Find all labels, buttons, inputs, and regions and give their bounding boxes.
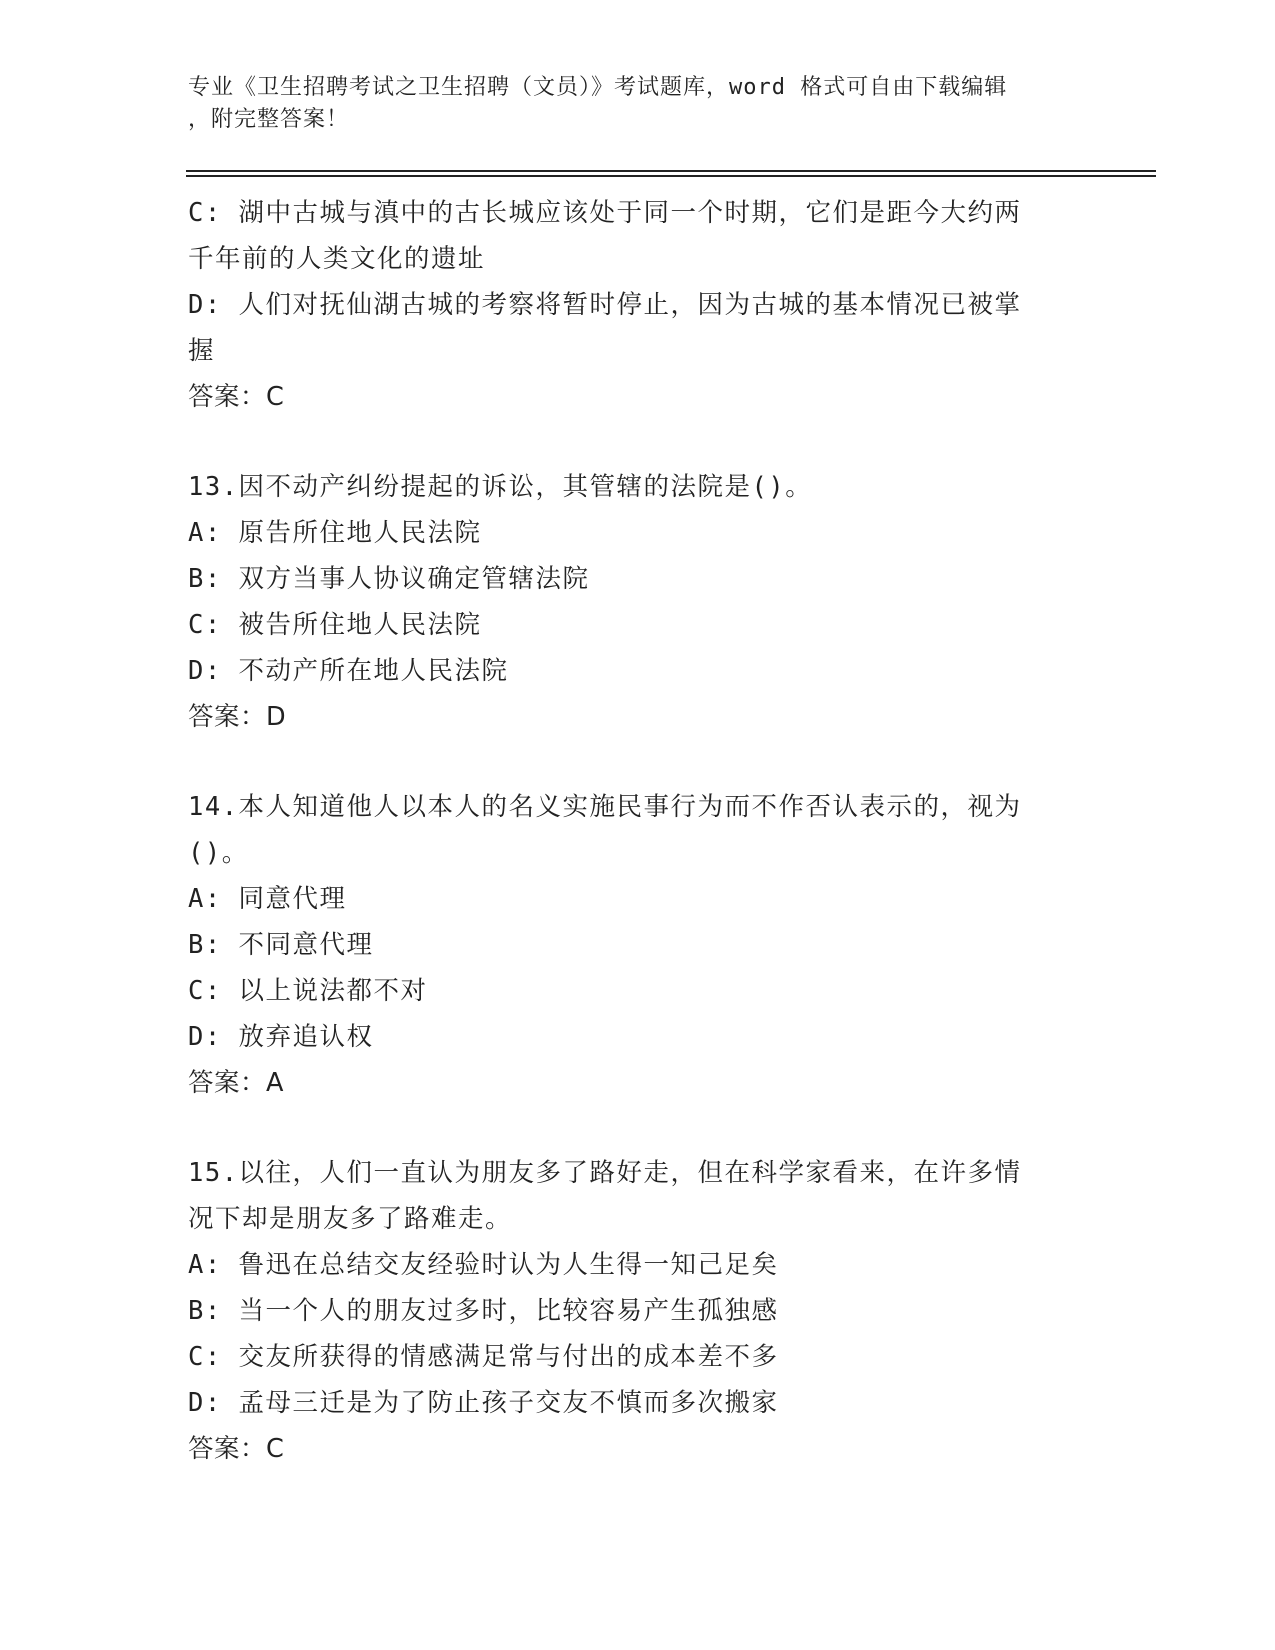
option-c-line-2: 千年前的人类文化的遗址 bbox=[188, 244, 486, 274]
option-c: C: 被告所住地人民法院 bbox=[188, 610, 482, 640]
option-c: C: 以上说法都不对 bbox=[188, 976, 428, 1006]
question-text-line-1: 14.本人知道他人以本人的名义实施民事行为而不作否认表示的，视为 bbox=[188, 792, 1022, 822]
spacer bbox=[188, 420, 1088, 464]
option-a: A: 原告所住地人民法院 bbox=[188, 518, 482, 548]
question-list bbox=[188, 190, 1088, 1472]
option-d: D: 孟母三迁是为了防止孩子交友不慎而多次搬家 bbox=[188, 1388, 779, 1418]
answer: 答案：A bbox=[188, 1068, 284, 1098]
answer: 答案：C bbox=[188, 382, 285, 412]
option-c-line-1: C: 湖中古城与滇中的古长城应该处于同一个时期，它们是距今大约两 bbox=[188, 198, 1022, 228]
option-c: C: 交友所获得的情感满足常与付出的成本差不多 bbox=[188, 1342, 779, 1372]
question-14 bbox=[188, 784, 1088, 1106]
question-text-line-1: 15.以往，人们一直认为朋友多了路好走，但在科学家看来，在许多情 bbox=[188, 1158, 1022, 1188]
header-line-1: 专业《卫生招聘考试之卫生招聘（文员）》考试题库，word 格式可自由下载编辑 bbox=[188, 75, 1008, 100]
answer: 答案：C bbox=[188, 1434, 285, 1464]
question-15 bbox=[188, 1150, 1088, 1472]
option-a: A: 鲁迅在总结交友经验时认为人生得一知己足矣 bbox=[188, 1250, 779, 1280]
question-text: 13.因不动产纠纷提起的诉讼，其管辖的法院是()。 bbox=[188, 472, 813, 502]
question-12-tail bbox=[188, 190, 1088, 420]
option-d-line-1: D: 人们对抚仙湖古城的考察将暂时停止，因为古城的基本情况已被掌 bbox=[188, 290, 1022, 320]
header-divider-top bbox=[186, 170, 1156, 172]
option-d: D: 不动产所在地人民法院 bbox=[188, 656, 509, 686]
document-header bbox=[188, 72, 1068, 136]
option-b: B: 不同意代理 bbox=[188, 930, 374, 960]
option-d-line-2: 握 bbox=[188, 336, 216, 366]
header-divider-bottom bbox=[186, 175, 1156, 177]
option-a: A: 同意代理 bbox=[188, 884, 347, 914]
option-b: B: 双方当事人协议确定管辖法院 bbox=[188, 564, 590, 594]
spacer bbox=[188, 1106, 1088, 1150]
question-13 bbox=[188, 464, 1088, 740]
option-d: D: 放弃追认权 bbox=[188, 1022, 374, 1052]
question-text-line-2: 况下却是朋友多了路难走。 bbox=[188, 1204, 513, 1234]
spacer bbox=[188, 740, 1088, 784]
question-text-line-2: ()。 bbox=[188, 838, 249, 868]
answer: 答案：D bbox=[188, 702, 287, 732]
option-b: B: 当一个人的朋友过多时，比较容易产生孤独感 bbox=[188, 1296, 779, 1326]
header-line-2: ，附完整答案！ bbox=[188, 107, 350, 132]
